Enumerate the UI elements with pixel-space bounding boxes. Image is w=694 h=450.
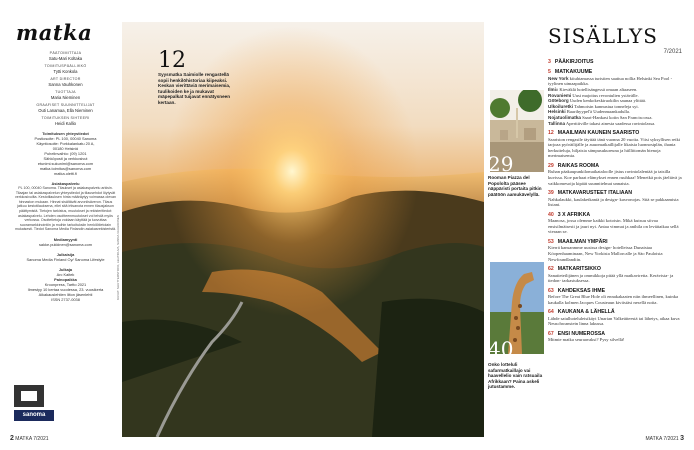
toc-section[interactable] [548, 163, 682, 186]
toc-sections [548, 59, 682, 343]
toc-page-number: 40 [548, 211, 554, 218]
toc-section[interactable] [548, 266, 682, 284]
office-line: matka.oletti.fi [54, 171, 77, 176]
caption-40-text: Onko lotteluli safarmatkaillajo vai haavellelio vain ratsuaila Afrikkaan? Paina askeli jutustamme. [488, 362, 543, 390]
staff-role: ART DIRECTOR [50, 77, 81, 81]
office-title: Toimituksen yhteystiedot [42, 131, 89, 136]
toc-section-description: Mitmie matka seuraavaksi? Pysy silvellä! [548, 337, 625, 343]
toc-section[interactable] [548, 69, 682, 126]
caption-29-text: Rooman Piazza del Popololta pääsee näppäristi portaita pitkin päätöön aamukävelyllä. [488, 175, 542, 197]
office-line: 00180 Helsinki [52, 146, 79, 151]
toc-section-description: Kierrä kansanmme uusissa design- hotelleissa Dunaistaa Köopenhaaminaan, New Yorkista Mallorcalle ja Säo Pauloista Newfoundlandiin. [548, 245, 663, 262]
toc-page-number: 67 [548, 330, 554, 337]
folio-right: MATKA 7/2021 3 [645, 435, 684, 442]
office-info [14, 131, 117, 176]
toc-section[interactable] [548, 212, 682, 235]
toc-section-description: Maanosa, jossa olemme kaikki kotoisin. Mikä kutsuu siivaa ensisilmäisesti ja jauri nyt. Antaa vimmat ja anihila on leviätaikaa sellä vieraan se. [548, 218, 679, 235]
caption-12-number: 12 [158, 48, 186, 73]
toc-page-number: 62 [548, 266, 554, 273]
toc-section[interactable] [548, 331, 682, 343]
toc-page-number: 53 [548, 238, 554, 245]
caption-40-number: 40 [488, 337, 514, 361]
toc-page-number: 64 [548, 309, 554, 316]
staff-role: TOIMITUSPÄÄLLIKKÖ [44, 64, 87, 68]
toc-page-number: 12 [548, 130, 554, 137]
table-of-contents [548, 24, 682, 343]
staff-name: Heidi Kallio [55, 121, 76, 126]
publisher-info: Julkaisija Sanoma Media Finland Oy/ Sanoma Lifestyle [26, 251, 105, 262]
toc-heading-text: RAIKAS ROOMA [557, 162, 599, 169]
toc-section-description: Before The Great Blue Hole oli ennakakaaten niin ihmeellinen, kuinka kaukalla kolmen Jacques Cousteaun kiviistäsi nesellä noita. [548, 294, 679, 305]
toc-heading-text: MAAILMAN YMPÄRI [557, 238, 608, 245]
toc-section-heading [548, 59, 682, 65]
subs-title: Asiakaspalvelu [51, 181, 80, 186]
toc-heading-text: ENSI NUMEROSSA [557, 330, 606, 337]
toc-heading-text: 3 X AFRIKKA [557, 211, 591, 218]
toc-section[interactable] [548, 288, 682, 306]
toc-section[interactable] [548, 239, 682, 262]
staff-name: Maria Nieminen [50, 95, 81, 100]
caption-29 [488, 152, 544, 197]
association-logo [14, 385, 44, 407]
caption-29-number: 29 [488, 152, 514, 176]
toc-page-number: 5 [548, 69, 551, 76]
toc-section-description: New York kiiuhtamassa turistien saattua nollia Helsinki Sea Pool - tyylinen uimaapaikka. Ilmiö Kieväklä hotellisängessä omaan altaaseen. Rovaniemi Uusi majoitus revontulien ystävälle. Göteborg Uuden kenkokeskiruokilin saunaa ylittää. Ulkoiluretki Tahmoisin kannustua tonneleja syi. Helsinki Baarihyypel'ä Uudenmaankadulla. Nojatuolimatka Saari-Hankasi koiin San Franciscossa. Tallinna Aperitiiville takast ainesta saadessa ravintolassa. [548, 75, 673, 126]
office-line: etunimi.sukunimi@sanoma.com [37, 161, 94, 166]
toc-page-number: 29 [548, 162, 554, 169]
toc-title: SISÄLLYS [548, 24, 658, 48]
toc-heading-text: MATKAVARUSTEET ITALIAAN [557, 190, 633, 197]
toc-page-number: 39 [548, 190, 554, 197]
toc-heading-text: KAHDEKSAS IHME [557, 287, 606, 294]
publisher-logos [14, 385, 54, 421]
staff-role: GRAAFISET SUUNNITTELIJAT [36, 103, 95, 107]
office-line: Puhelinvaihto: (09) 1201 [44, 151, 87, 156]
subscriptions-info [14, 181, 117, 232]
staff-name: Tytti Konkola [53, 69, 78, 74]
toc-heading-text: KAUKANA & LÄHELLÄ [557, 309, 615, 316]
caption-12 [158, 50, 233, 106]
toc-section-description: Saariston rengasile täyttää tänä vuonna 20 vuotta. Viisi syksyllisen retki tarjoaa pyöräilijälle ja auuomatkaillijalle likaisia luonnosiplän, ihania herkutteluja, hiljaisia sämpusukureuna ja hiillittomän bienoja merimaisemia. [548, 136, 681, 159]
staff-name: Satu-Mari Koltaka [48, 56, 83, 61]
toc-page-number: 3 [548, 59, 551, 65]
office-line: Käyntiosoite: Porkkalankatu 20 A, [36, 141, 95, 146]
ads-info: Mediamyynti sakke.pukkinen@sanoma.com [38, 236, 93, 247]
toc-heading-text: MAAILMAN KAUNEIN SAARISTO [557, 130, 640, 137]
toc-heading-text: MATKAKUUME [554, 69, 593, 76]
toc-heading-text: MATKARITSIKKO [557, 266, 601, 273]
staff-name: Outi Lanamaa, Ella Nieminen [38, 108, 93, 113]
toc-section-description: Ruhan päakaupunkilomaikataloolle jistus ravintolalentää ja taisilla kuvissa. Koe parhaat elämykset ennen ruuhkaa! Menetkä pois jäeltävä ja vaikkomesoija kipäät suunnitelmat unnaista. [548, 169, 682, 186]
folio-left: 2 MATKA 7/2021 [10, 435, 49, 442]
toc-heading-text: PÄÄKIRJOITUS [554, 59, 594, 65]
print-info: Julkaja Arc Kaitek Painopaikka Kroonpress, Tartto 2021 Ilmestyy 10 kertaa vuodessa, 23. vuosikerta Aikakauslehtien liiton jäsenlehti ISSN 2737-0038 [27, 266, 104, 302]
staff-role: TUOTTAJA [55, 90, 76, 94]
toc-section[interactable] [548, 190, 682, 208]
office-line: Postiosoite: PL 100, 00040 Sanoma [34, 136, 97, 141]
subs-text: PL 100, 00040 Sanoma. Tilaukset ja asiakaspalvelu arkisin. Tilaajan tai asiakaspalvelun yhteystiedot ja tilausehdot löytyvät verkkosivuilta. Kestotilauksen hinta määräytyy voimassa olevan hinnaston mukaan. Hinnat sisältävät arvonlisäveron. Tilaus jatkuu kestotilauksena, ellei sitä irtisanota ennen tilausjakson päättymistä. Tietojen tarkistus, muutokset ja rekisteritiedot: asiakaspalvelu. Lehden osoitteenmuutokset voi tehdä myös verkossa. Osoitetietoja voidaan käyttää ja luovuttaa suoramarkkinointiin ja muihin tarkoituksiin henkilötietolain mukaisesti. Tiedot Sanoma Media Finlandin asiakasrekisteristä. [14, 186, 117, 232]
staff-list [14, 51, 117, 126]
toc-section-description: Lähde satulhoteluleisikäyt Unarian Valkeäiteestä tai lähetys, aikaa kuva Neuschwanstein linna lakussa. [548, 315, 680, 327]
toc-section[interactable] [548, 59, 682, 65]
staff-role: TOIMITUKSEN SIHTEERI [41, 116, 90, 120]
masthead-column [14, 20, 117, 302]
toc-section[interactable] [548, 309, 682, 327]
toc-page-number: 63 [548, 287, 554, 294]
staff-role: PÄÄTOIMITTAJA [49, 51, 82, 55]
toc-section-description: Sanatieteilijänen ja ommikkoja pitää yllä matkaviretta. Kerävista- ja tiedon- tarkastuksessa. [548, 272, 674, 284]
office-line: Sähköposti ja verkkosivut [43, 156, 88, 161]
office-line: matka.toimitus@sanoma.com [39, 166, 92, 171]
photo-credit: KUVAT: SHUTTERSTOCK, LEHTIKUVA, SANNA VAUHKONEN [116, 215, 120, 300]
toc-section-description: Nahkalaukki, kaulaketkaniä ja design- kasvonojas. Sitä se pakkaamista listani. [548, 196, 679, 208]
caption-40 [488, 337, 544, 390]
matka-logo: matka [16, 20, 93, 45]
issue-number: 7/2021 [663, 49, 682, 55]
toc-section[interactable] [548, 130, 682, 159]
sanoma-logo: sanoma [14, 410, 54, 421]
caption-12-text: Syysmatka Saimiolle rengastellä sopii henkilöhistoriaa kiipeaksi. Keskan vierittäviä merimaisemia, tuulikoiden ke ja mukavat mäpepalkat tuijavat ennätysneen kertaan. [158, 72, 231, 105]
staff-name: Sanna Vauhkonen [48, 82, 83, 87]
